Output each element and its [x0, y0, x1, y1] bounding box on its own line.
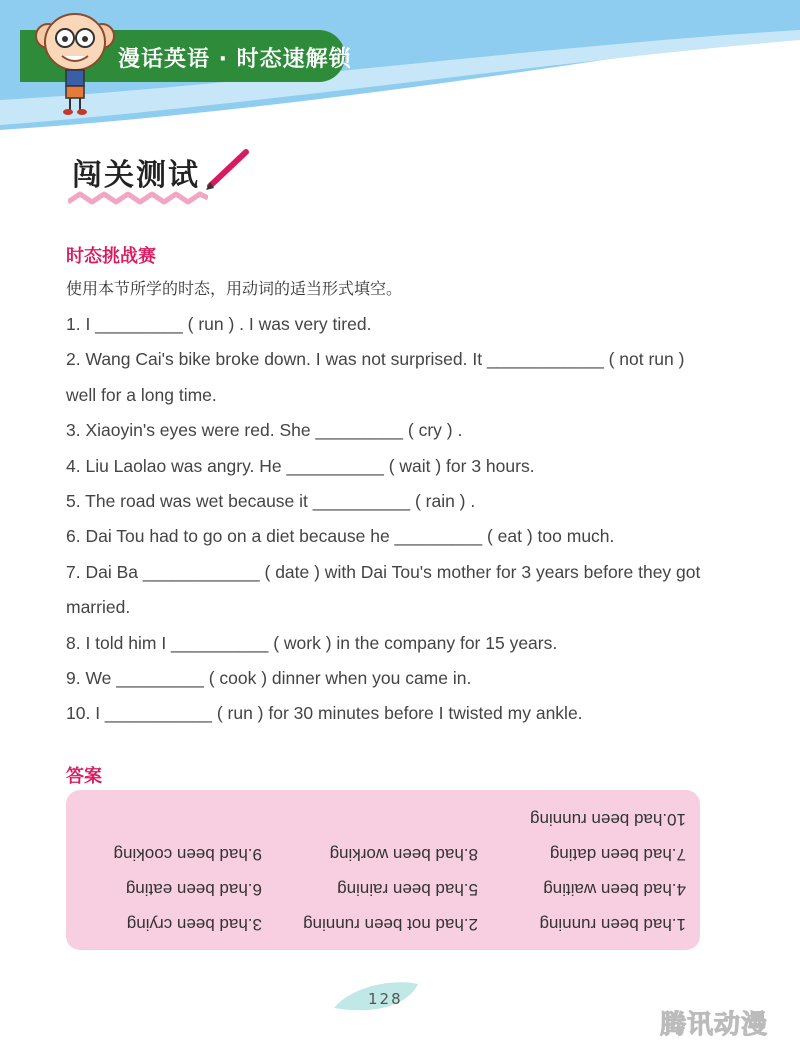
question-item: 6. Dai Tou had to go on a diet because he _________ ( eat ) too much. — [66, 526, 615, 547]
question-item: 7. Dai Ba ____________ ( date ) with Dai Tou's mother for 3 years before they got married. — [66, 561, 701, 618]
answer-item: 10.had been running — [530, 810, 686, 829]
question-list — [66, 307, 706, 732]
question-item: 10. I ___________ ( run ) for 30 minutes before I twisted my ankle. — [66, 703, 583, 724]
answer-box — [66, 790, 700, 950]
answer-item: 5.had been raining — [337, 880, 478, 899]
answer-item: 1.had been running — [539, 915, 686, 934]
banner-title: 漫话英语 · 时态速解锁 — [118, 47, 352, 72]
question-item: 5. The road was wet because it __________ ( rain ) . — [66, 491, 476, 512]
answer-item: 9.had been cooking — [113, 845, 262, 864]
section-title: 闯关测试 — [72, 158, 200, 193]
question-item: 3. Xiaoyin's eyes were red. She _________ ( cry ) . — [66, 420, 463, 441]
answer-title: 答案 — [66, 766, 102, 787]
question-item: 8. I told him I __________ ( work ) in the company for 15 years. — [66, 632, 558, 653]
question-item: 4. Liu Laolao was angry. He __________ ( wait ) for 3 hours. — [66, 455, 535, 476]
answer-item: 2.had not been running — [303, 915, 478, 934]
mascot-illustration — [20, 6, 130, 116]
answer-item: 7.had been dating — [549, 845, 686, 864]
exercise-title: 时态挑战赛 — [66, 246, 156, 267]
watermark-logo: 腾讯动漫 — [660, 1010, 769, 1040]
exercise-instruction: 使用本节所学的时态，用动词的适当形式填空。 — [66, 279, 403, 298]
answer-item: 6.had been eating — [125, 880, 262, 899]
answer-item: 3.had been crying — [126, 915, 262, 934]
page-number: 128 — [368, 990, 403, 1008]
pencil-icon — [200, 148, 252, 192]
question-item: 9. We _________ ( cook ) dinner when you came in. — [66, 668, 472, 689]
question-item: 2. Wang Cai's bike broke down. I was not surprised. It ____________ ( not run ) well for a long time. — [66, 349, 685, 405]
answer-item: 8.had been working — [329, 845, 478, 864]
decorative-zigzag — [68, 190, 208, 210]
answer-item: 4.had been waiting — [543, 880, 686, 899]
answer-content-rotated — [66, 790, 700, 950]
question-item: 1. I _________ ( run ) . I was very tired. — [66, 314, 372, 334]
